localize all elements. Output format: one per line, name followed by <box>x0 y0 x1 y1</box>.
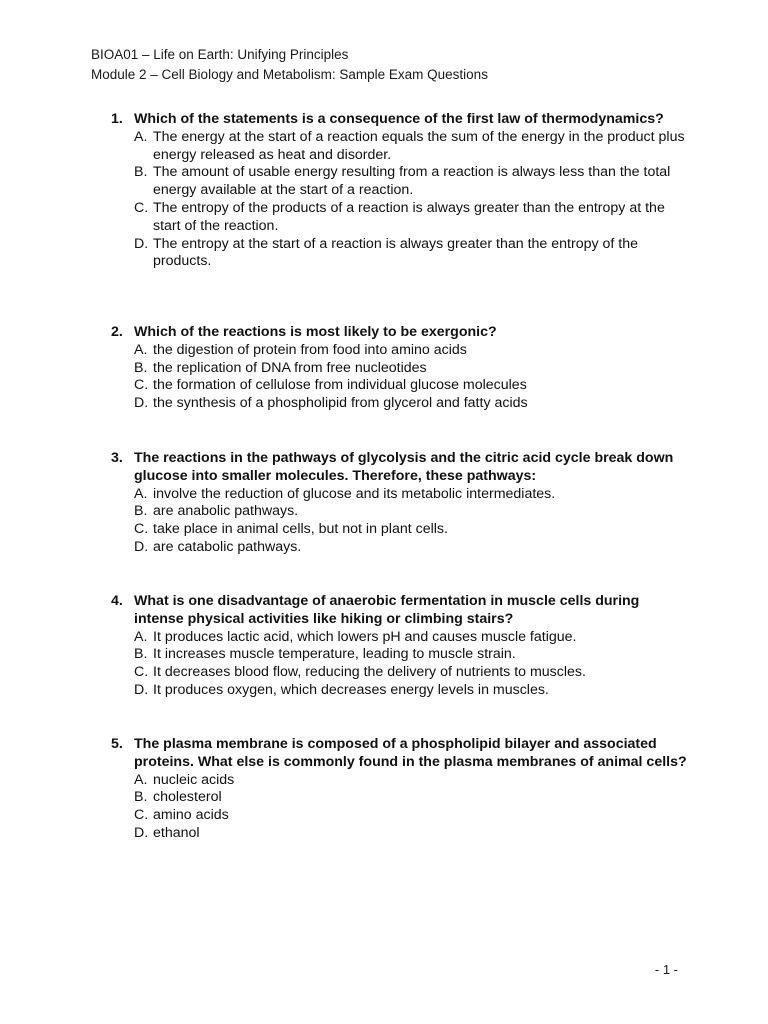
option-text: ethanol <box>153 824 200 841</box>
answer-option-b <box>134 360 691 378</box>
option-letter: C. <box>134 377 149 394</box>
option-letter: A. <box>134 128 148 145</box>
option-letter: B. <box>134 789 148 806</box>
page-number: - 1 - <box>654 962 678 977</box>
question-1 <box>111 111 691 271</box>
answer-option-b <box>134 646 691 664</box>
option-letter: D. <box>134 538 149 555</box>
option-letter: C. <box>134 807 149 824</box>
option-text: The entropy of the products of a reaction is always greater than the entropy at the start of the reaction. <box>153 199 665 234</box>
option-text: The energy at the start of a reaction equals the sum of the energy in the product plus energy released as heat and disorder. <box>153 128 685 163</box>
question-stem <box>111 593 691 629</box>
option-text: take place in animal cells, but not in plant cells. <box>153 521 448 538</box>
answer-option-a <box>134 629 691 647</box>
option-text: The entropy at the start of a reaction is always greater than the entropy of the products. <box>153 235 639 270</box>
answer-option-a <box>134 342 691 360</box>
course-title: BIOA01 – Life on Earth: Unifying Principles <box>91 47 349 62</box>
option-text: It decreases blood flow, reducing the delivery of nutrients to muscles. <box>153 664 586 681</box>
answer-option-c <box>134 807 691 825</box>
question-5 <box>111 736 691 843</box>
option-letter: A. <box>134 628 148 645</box>
question-text: Which of the reactions is most likely to be exergonic? <box>134 324 497 340</box>
answer-option-c <box>134 664 691 682</box>
question-text: What is one disadvantage of anaerobic fermentation in muscle cells during intense physical activities like hiking or climbing stairs? <box>134 593 640 627</box>
answer-option-d <box>134 825 691 843</box>
answer-option-d <box>134 395 691 413</box>
answer-option-a <box>134 129 691 165</box>
option-text: are anabolic pathways. <box>153 503 299 520</box>
answer-option-d <box>134 682 691 700</box>
question-stem <box>111 736 691 772</box>
question-text: Which of the statements is a consequence of the first law of thermodynamics? <box>134 111 664 127</box>
question-number: 5. <box>111 736 123 752</box>
answer-option-c <box>134 200 691 236</box>
option-letter: A. <box>134 771 148 788</box>
answer-option-b <box>134 789 691 807</box>
question-text: The reactions in the pathways of glycolysis and the citric acid cycle break down glucose into smaller molecules. Therefore, these pathways: <box>134 450 674 484</box>
question-number: 1. <box>111 111 123 127</box>
module-title: Module 2 – Cell Biology and Metabolism: Sample Exam Questions <box>91 67 488 82</box>
document-header <box>91 45 488 85</box>
answer-options <box>111 486 691 557</box>
option-text: the replication of DNA from free nucleotides <box>153 359 427 376</box>
question-stem <box>111 111 691 129</box>
question-stem <box>111 450 691 486</box>
option-letter: B. <box>134 503 148 520</box>
question-number: 4. <box>111 593 123 609</box>
answer-options <box>111 129 691 271</box>
answer-option-a <box>134 772 691 790</box>
answer-option-d <box>134 539 691 557</box>
option-text: the synthesis of a phospholipid from glycerol and fatty acids <box>153 395 528 412</box>
option-letter: A. <box>134 341 148 358</box>
question-2 <box>111 324 691 413</box>
answer-option-d <box>134 236 691 272</box>
option-text: It produces oxygen, which decreases energy levels in muscles. <box>153 681 549 698</box>
question-4 <box>111 593 691 700</box>
option-text: involve the reduction of glucose and its metabolic intermediates. <box>153 485 556 502</box>
question-stem <box>111 324 691 342</box>
option-letter: D. <box>134 395 149 412</box>
option-letter: B. <box>134 359 148 376</box>
answer-option-c <box>134 377 691 395</box>
option-text: It increases muscle temperature, leading to muscle strain. <box>153 646 516 663</box>
option-letter: A. <box>134 485 148 502</box>
option-letter: D. <box>134 681 149 698</box>
answer-option-c <box>134 521 691 539</box>
option-letter: D. <box>134 235 149 252</box>
option-letter: C. <box>134 199 149 216</box>
option-text: The amount of usable energy resulting from a reaction is always less than the total energy available at the start of a reaction. <box>153 164 671 199</box>
answer-option-b <box>134 503 691 521</box>
question-3 <box>111 450 691 557</box>
answer-option-a <box>134 486 691 504</box>
option-letter: B. <box>134 164 148 181</box>
answer-options <box>111 342 691 413</box>
option-text: nucleic acids <box>153 771 235 788</box>
option-text: the formation of cellulose from individual glucose molecules <box>153 377 527 394</box>
option-letter: C. <box>134 521 149 538</box>
option-letter: B. <box>134 646 148 663</box>
answer-options <box>111 629 691 700</box>
answer-options <box>111 772 691 843</box>
option-text: cholesterol <box>153 789 222 806</box>
option-letter: C. <box>134 664 149 681</box>
option-text: are catabolic pathways. <box>153 538 302 555</box>
option-text: the digestion of protein from food into amino acids <box>153 341 467 358</box>
question-text: The plasma membrane is composed of a phospholipid bilayer and associated proteins. What else is commonly found in the plasma membranes of animal cells? <box>134 736 687 770</box>
option-letter: D. <box>134 824 149 841</box>
option-text: amino acids <box>153 807 229 824</box>
answer-option-b <box>134 164 691 200</box>
option-text: It produces lactic acid, which lowers pH and causes muscle fatigue. <box>153 628 577 645</box>
question-number: 2. <box>111 324 123 340</box>
question-number: 3. <box>111 450 123 466</box>
